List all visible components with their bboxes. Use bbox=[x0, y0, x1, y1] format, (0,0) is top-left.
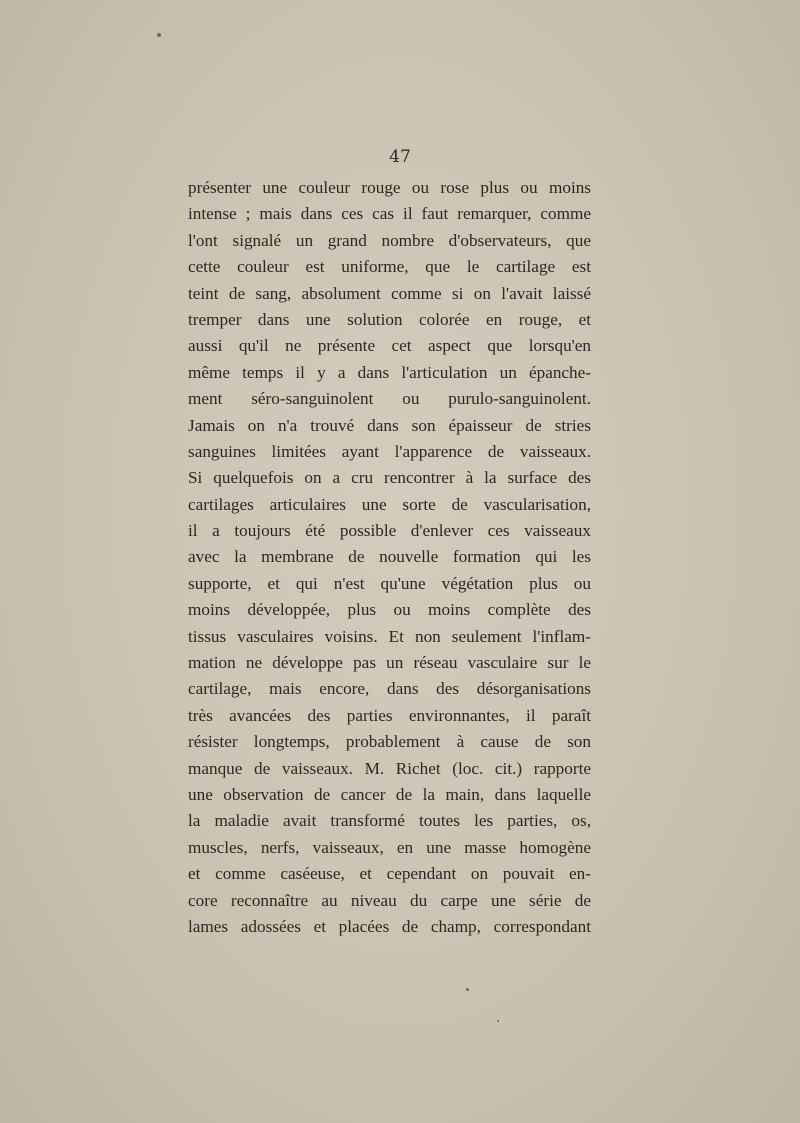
text-line: une observation de cancer de la main, dans laquelle bbox=[188, 784, 591, 804]
text-line: core reconnaître au niveau du carpe une série de bbox=[188, 890, 591, 910]
text-line: manque de vaisseaux. M. Richet (loc. cit.) rapporte bbox=[188, 758, 591, 778]
paper-speck bbox=[466, 988, 469, 991]
text-line: aussi qu'il ne présente cet aspect que lorsqu'en bbox=[188, 336, 591, 356]
text-line: cartilage, mais encore, dans des désorganisations bbox=[188, 679, 591, 699]
body-text bbox=[188, 175, 591, 940]
text-line: avec la membrane de nouvelle formation qui les bbox=[188, 547, 591, 567]
text-line: teint de sang, absolument comme si on l'avait laissé bbox=[188, 283, 591, 303]
text-line: moins développée, plus ou moins complète des bbox=[188, 600, 591, 620]
text-line: Jamais on n'a trouvé dans son épaisseur de stries bbox=[188, 415, 591, 435]
text-line: intense ; mais dans ces cas il faut remarquer, comme bbox=[188, 204, 591, 224]
paper-speck bbox=[157, 33, 161, 37]
text-line: muscles, nerfs, vaisseaux, en une masse homogène bbox=[188, 837, 591, 857]
text-line: sanguines limitées ayant l'apparence de vaisseaux. bbox=[188, 441, 591, 461]
text-line: tremper dans une solution colorée en rouge, et bbox=[188, 309, 591, 329]
text-line: lames adossées et placées de champ, correspondant bbox=[188, 916, 591, 936]
text-line: mation ne développe pas un réseau vasculaire sur le bbox=[188, 653, 591, 673]
paper-speck bbox=[497, 1020, 499, 1022]
text-line: cartilages articulaires une sorte de vascularisation, bbox=[188, 494, 591, 514]
text-line: ment séro-sanguinolent ou purulo-sanguinolent. bbox=[188, 389, 591, 409]
page-number: 47 bbox=[389, 147, 411, 167]
text-line: tissus vasculaires voisins. Et non seulement l'inflam- bbox=[188, 626, 591, 646]
text-line: présenter une couleur rouge ou rose plus ou moins bbox=[188, 178, 591, 197]
text-line: la maladie avait transformé toutes les parties, os, bbox=[188, 811, 591, 831]
text-line: même temps il y a dans l'articulation un épanche- bbox=[188, 362, 591, 382]
text-line: Si quelquefois on a cru rencontrer à la surface des bbox=[188, 468, 591, 488]
text-line: supporte, et qui n'est qu'une végétation plus ou bbox=[188, 573, 591, 593]
text-line: très avancées des parties environnantes, il paraît bbox=[188, 705, 591, 725]
text-line: cette couleur est uniforme, que le cartilage est bbox=[188, 257, 591, 277]
text-line: il a toujours été possible d'enlever ces vaisseaux bbox=[188, 521, 591, 541]
text-line: résister longtemps, probablement à cause de son bbox=[188, 732, 591, 752]
text-line: et comme caséeuse, et cependant on pouvait en- bbox=[188, 864, 591, 884]
text-line: l'ont signalé un grand nombre d'observateurs, que bbox=[188, 230, 591, 250]
